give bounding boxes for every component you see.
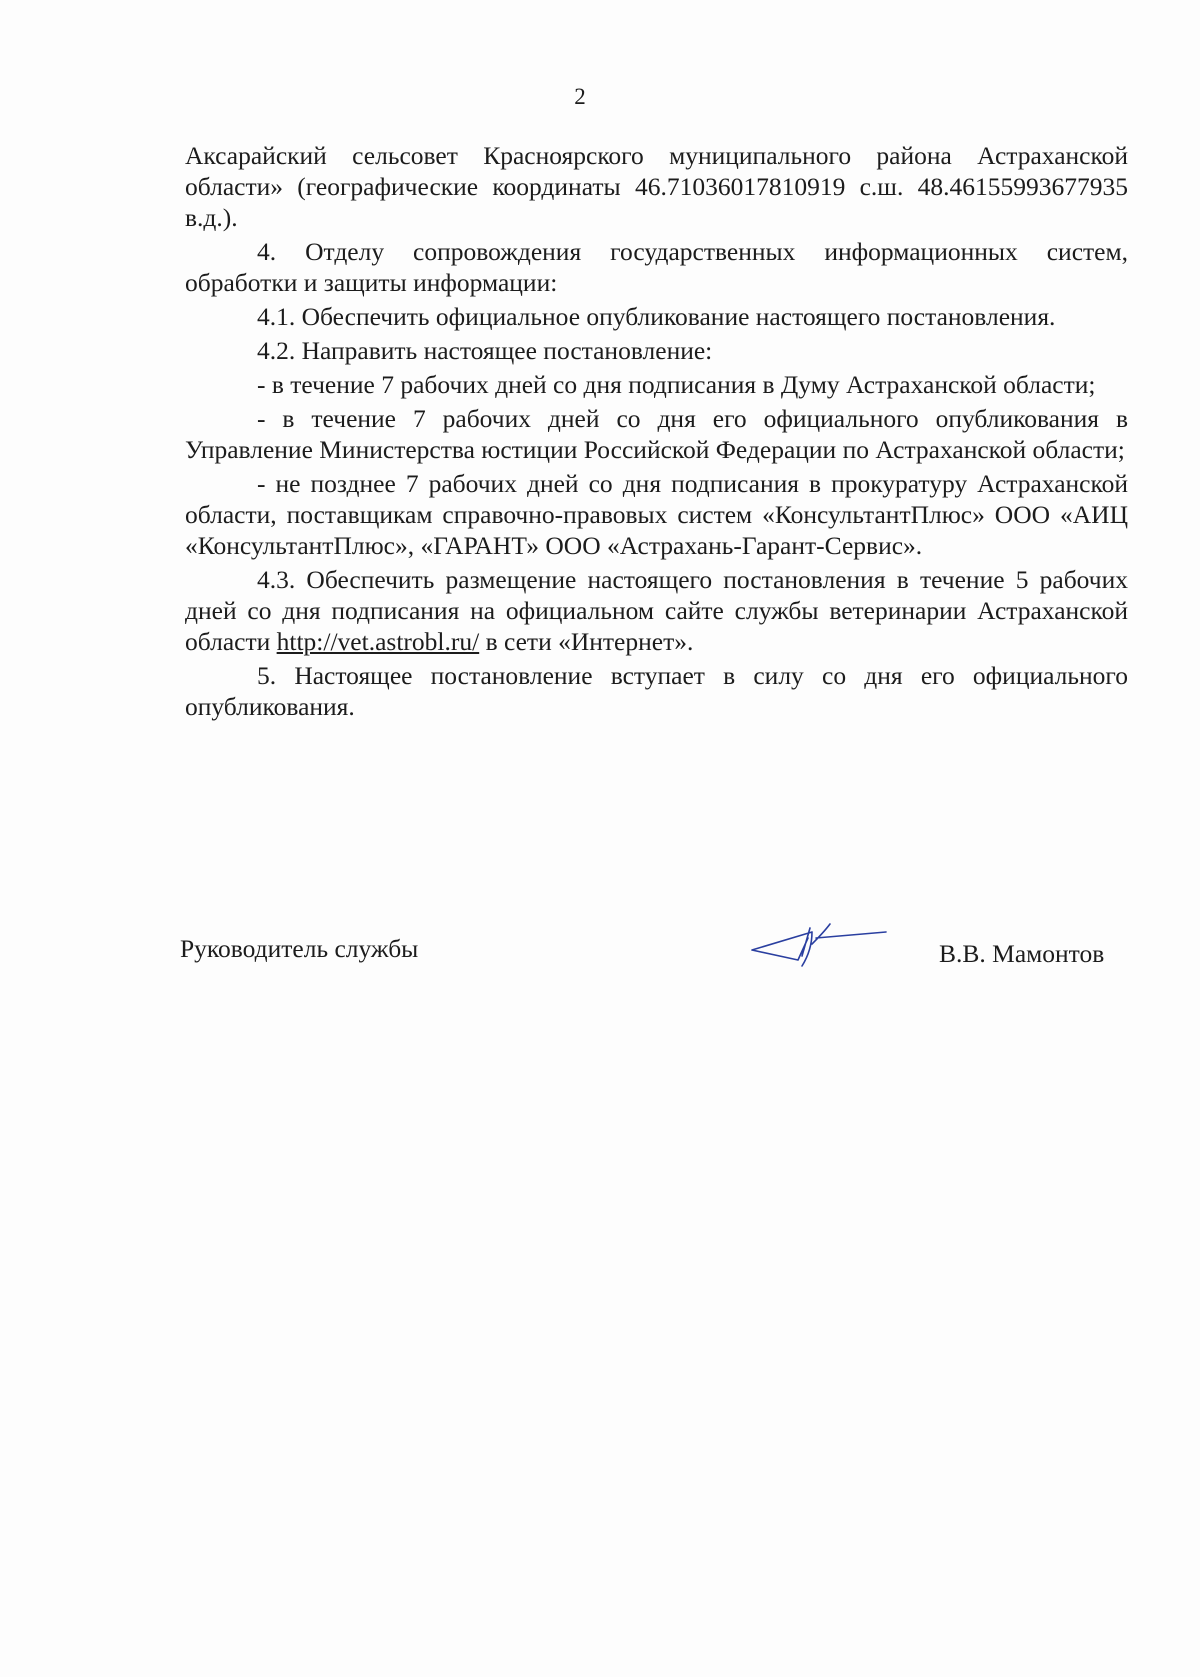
paragraph-continuation: Аксарайский сельсовет Красноярского муниципального района Астраханской области» (географические координаты 46.71036017810919 с.ш. 48.46155993677935 в.д.). (185, 141, 1128, 232)
document-body (185, 140, 1128, 722)
paragraph-4-2-prosecutor: - не позднее 7 рабочих дней со дня подписания в прокуратуру Астраханской области, поставщикам справочно-правовых систем «КонсультантПлюс» ООО «АИЦ «КонсультантПлюс», «ГАРАНТ» ООО «Астрахань-Гарант-Сервис». (185, 469, 1128, 560)
paragraph-4: 4. Отделу сопровождения государственных информационных систем, обработки и защиты информации: (185, 237, 1128, 297)
signatory-title: Руководитель службы (180, 934, 419, 963)
paragraph-5: 5. Настоящее постановление вступает в силу со дня его официального опубликования. (185, 661, 1128, 721)
paragraph-4-2-duma: - в течение 7 рабочих дней со дня подписания в Думу Астраханской области; (257, 370, 1096, 399)
handwritten-signature (750, 910, 890, 970)
paragraph-4-2: 4.2. Направить настоящее постановление: (257, 336, 713, 365)
page-number: 2 (574, 84, 586, 109)
paragraph-4-3-tail: в сети «Интернет». (479, 627, 694, 656)
paragraph-4-3 (185, 564, 1128, 657)
paragraph-4-1: 4.1. Обеспечить официальное опубликование настоящего постановления. (257, 302, 1056, 331)
paragraph-4-2-ministry: - в течение 7 рабочих дней со дня его официального опубликования в Управление Министерства юстиции Российской Федерации по Астраханской области; (185, 404, 1128, 464)
signatory-name: В.В. Мамонтов (939, 939, 1105, 968)
paragraph-4-3-text: 4.3. Обеспечить размещение настоящего постановления в течение 5 рабочих дней со дня подписания на официальном сайте службы ветеринарии Астраханской области (185, 565, 1128, 656)
website-link[interactable]: http://vet.astrobl.ru/ (276, 627, 480, 656)
